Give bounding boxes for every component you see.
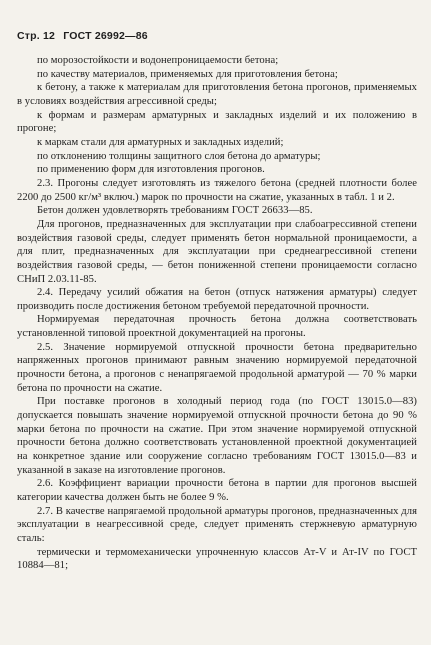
clause-2-4: 2.4. Передачу усилий обжатия на бетон (отпуск натяжения арматуры) следует производить после достижения бетоном требуемой передаточной прочности. xyxy=(17,287,417,312)
paragraph: по морозостойкости и водонепроницаемости бетона; xyxy=(37,55,279,66)
paragraph: к маркам стали для арматурных и закладных изделий; xyxy=(37,136,284,148)
clause-2-7: 2.7. В качестве напрягаемой продольной арматуры прогонов, предназначенных для эксплуатации в неагрессивной среде, следует применять стержневую арматурную сталь: xyxy=(17,505,417,544)
page-header xyxy=(17,30,153,42)
document-body xyxy=(17,54,417,573)
page-number: Стр. 12 xyxy=(17,30,56,42)
paragraph: по применению форм для изготовления прогонов. xyxy=(37,164,265,176)
paragraph: Нормируемая передаточная прочность бетона должна соответствовать установленной типовой проектной документацией на прогоны. xyxy=(17,314,417,340)
paragraph: Бетон должен удовлетворять требованиям ГОСТ 26633—85. xyxy=(37,205,313,217)
paragraph: по отклонению толщины защитного слоя бетона до арматуры; xyxy=(37,150,321,162)
paragraph: к бетону, а также к материалам для приготовления бетона прогонов, применяемых в условиях воздействия агрессивной среды; xyxy=(17,82,417,107)
paragraph: термически и термомеханически упрочненную классов Ат-V и Ат-IV по ГОСТ 10884—81; xyxy=(17,546,417,572)
standard-designation: ГОСТ 26992—86 xyxy=(63,30,148,42)
paragraph: При поставке прогонов в холодный период года (по ГОСТ 13015.0—83) допускается повышать значение нормируемой отпускной прочности бетона до 90 % марки бетона по прочности на сжатие. При этом значение нормируемой отпускной прочности бетона должно соответствовать установленной проектной документацией на конкретное здание или сооружение согласно требованиям ГОСТ 13015.0—83 и указанной в заказе на изготовление прогонов. xyxy=(17,396,417,476)
paragraph: Для прогонов, предназначенных для эксплуатации при слабоагрессивной степени воздействия газовой среды, следует применять бетон нормальной проницаемости, а для плит, предназначенных для эксплуатации при среднеагрессивной степени воздействия газовой среды, — бетон пониженной степени проницаемости согласно СНиП 2.03.11-85. xyxy=(17,218,417,285)
paragraph: по качеству материалов, применяемых для приготовления бетона; xyxy=(37,68,338,80)
clause-2-6: 2.6. Коэффициент вариации прочности бетона в партии для прогонов высшей категории качества должен быть не более 9 %. xyxy=(17,478,417,503)
clause-2-3: 2.3. Прогоны следует изготовлять из тяжелого бетона (средней плотности более 2200 до 2500 кг/м³ включ.) марок по прочности на сжатие, указанных в табл. 1 и 2. xyxy=(17,177,417,203)
clause-2-5: 2.5. Значение нормируемой отпускной прочности бетона предварительно напряженных прогонов принимают равным значению нормируемой передаточной прочности бетона, а прогонов с ненапрягаемой продольной арматурой — 70 % марки бетона по прочности на сжатие. xyxy=(17,341,417,394)
paragraph: к формам и размерам арматурных и закладных изделий и их положению в прогоне; xyxy=(17,109,417,135)
